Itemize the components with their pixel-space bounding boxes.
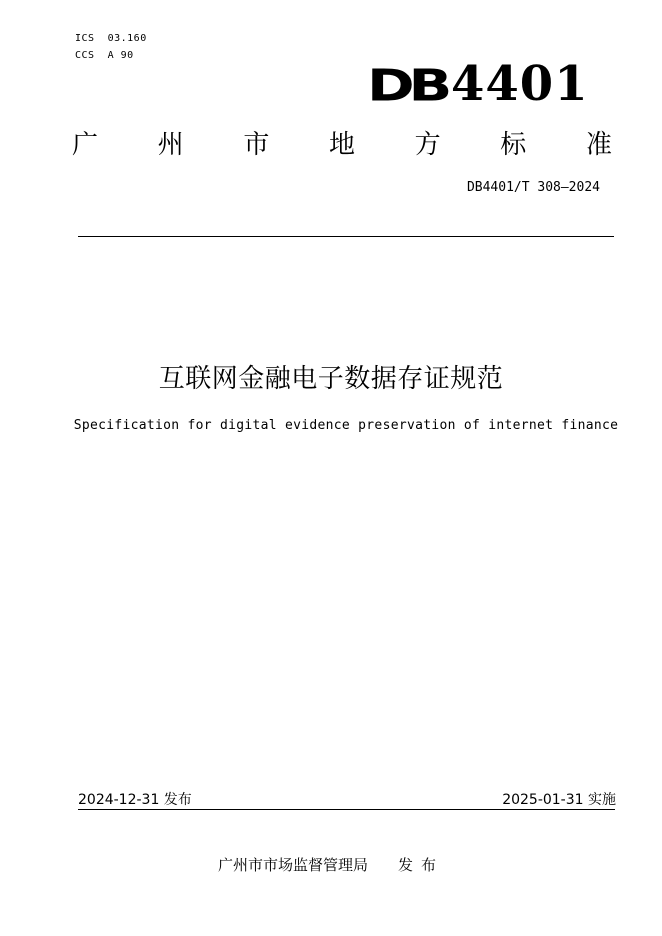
standard-type-heading [72, 124, 612, 161]
issuer-name: 广州市市场监督管理局 [217, 856, 368, 874]
standard-code: DB4401/T 308—2024 [466, 180, 600, 195]
ccs-code: CCS A 90 [75, 50, 134, 61]
standard-type-char: 准 [585, 130, 612, 160]
ics-code: ICS 03.160 [75, 33, 147, 44]
implementation-date: 2025-01-31 实施 [502, 792, 616, 808]
issuer-line [0, 854, 662, 875]
standard-type-char: 标 [500, 130, 527, 160]
standard-type-char: 广 [72, 130, 99, 160]
db-number: 4401 [451, 56, 589, 112]
issuer-action: 发布 [398, 856, 445, 874]
publish-date: 2024-12-31 发布 [78, 792, 192, 808]
document-title-en: Specification for digital evidence preservation of internet finance [73, 418, 619, 433]
standard-type-char: 方 [414, 130, 441, 160]
standard-type-char: 地 [328, 130, 355, 160]
standard-type-char: 州 [157, 130, 184, 160]
document-title-zh: 互联网金融电子数据存证规范 [158, 364, 504, 394]
footer-divider [78, 809, 615, 810]
header-divider [78, 236, 614, 237]
standard-type-char: 市 [243, 130, 270, 160]
db-logo-mark [367, 56, 589, 112]
db-letters: DB [367, 59, 447, 111]
